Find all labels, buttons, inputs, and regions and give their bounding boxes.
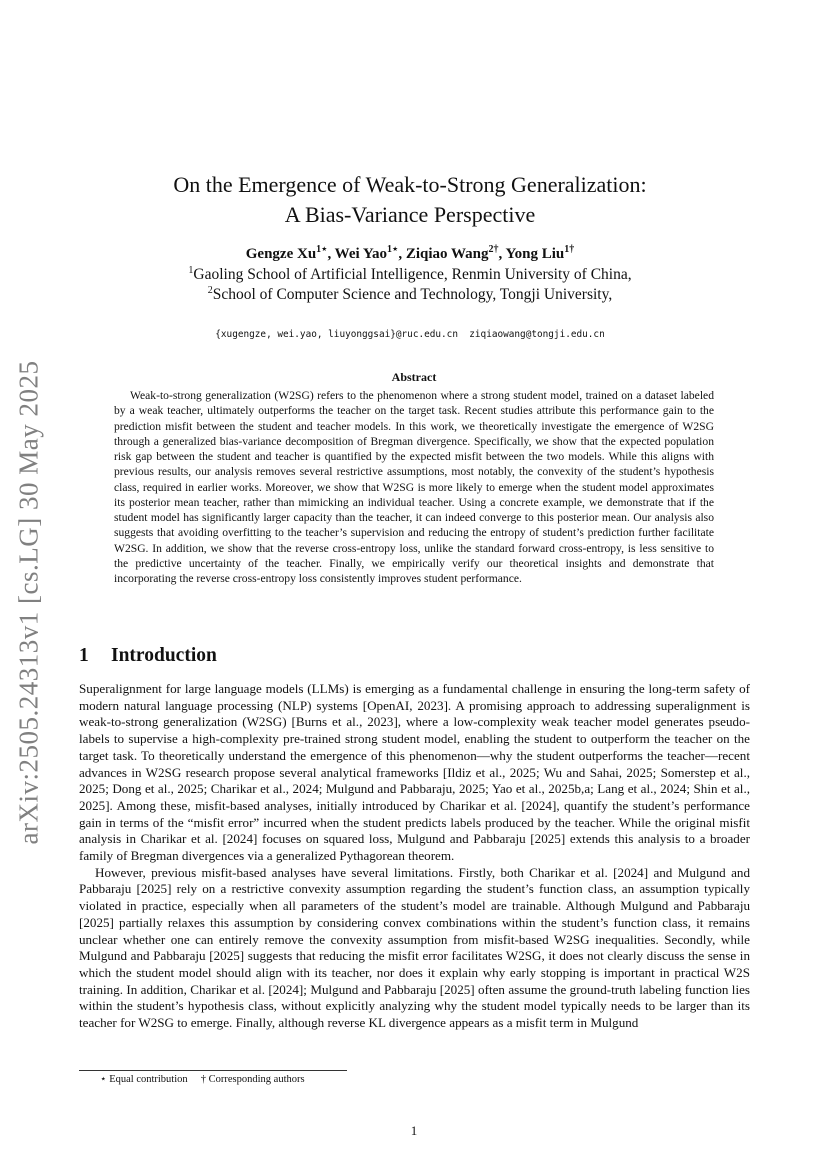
abstract-body [114, 388, 714, 586]
author-name: Wei Yao [334, 246, 388, 262]
affiliation-2 [90, 285, 730, 304]
body-paragraph: Superalignment for large language models (LLMs) is emerging as a fundamental challenge in ensuring the long-term safety of modern natural language processing (NLP) systems [OpenAI, 2023]. A promising approach to addressing superalignment is weak-to-strong generalization (W2SG) [Burns et al., 2023], where a low-complexity weak teacher model generates pseudo-labels to supervise a high-complexity pre-trained strong student model, enabling the student to outperform the teacher on the target task. To theoretically understand the emergence of this phenomenon—why the student outperforms the teacher—recent advances in W2SG research propose several analytical frameworks [Ildiz et al., 2025; Wu and Sahai, 2025; Somerstep et al., 2025; Dong et al., 2025; Charikar et al., 2024; Mulgund and Pabbaraju, 2025; Yao et al., 2025b,a; Lang et al., 2024; Shin et al., 2025]. Among these, misfit-based analyses, initially introduced by Charikar et al. [2024], quantify the student’s performance gain in terms of the “misfit error” incurred when the student predicts labels produced by the teacher. While the original misfit analysis in Charikar et al. [2024] focuses on squared loss, Mulgund and Pabbaraju [2025] extends this analysis to a broader family of Bregman divergences via a generalized Pythagorean theorem. [79, 681, 750, 864]
section-number: 1 [79, 645, 89, 666]
author-name: Gengze Xu [245, 246, 317, 262]
author-list: Gengze $Xu^{1⋆}$, Wei Yao$^{1⋆}$, Ziqiao Wang$^{2\dagger}$, Yong Liu$^{1\dagger}$ [245, 244, 575, 262]
author-name: Yong Liu [505, 246, 565, 262]
footnote-rule [79, 1070, 347, 1071]
author-emails: {xugengze, wei.yao, liuyonggsai}@ruc.edu.cn ziqiaowang@tongji.edu.cn [215, 329, 605, 340]
author-mark: 1⋆ [316, 244, 328, 255]
affiliation-mark: 2 [207, 285, 213, 296]
footnote: ⋆ Equal contribution † Corresponding authors [100, 1074, 305, 1085]
author-name: Ziqiao Wang [405, 246, 489, 262]
body-paragraph: However, previous misfit-based analyses have several limitations. Firstly, both Charikar et al. [2024] and Mulgund and Pabbaraju [2025] rely on a restrictive convexity assumption regarding the student’s function class, an assumption typically violated in practice, especially when all parameters of the student’s model are trainable. Although Mulgund and Pabbaraju [2025] partially relaxes this assumption by considering convex combinations within the student’s function class, it remains unclear whether one can entirely remove the convexity assumption from misfit-based W2SG inequalities. Secondly, while Mulgund and Pabbaraju [2025] suggests that reducing the misfit error facilitates W2SG, it does not clearly discuss the sense in which the student model should align with its teacher, nor does it explain why early stopping is important in practical W2S training. In addition, Charikar et al. [2024]; Mulgund and Pabbaraju [2025] often assume the ground-truth labeling function lies within the student’s hypothesis class, without explicitly analyzing why the student model typically needs to be larger than its teacher for W2SG to emerge. Finally, although reverse KL divergence appears as a misfit term in Mulgund [79, 864, 750, 1031]
arxiv-identifier-stamp [12, 352, 46, 852]
affiliation-mark: 1 [188, 265, 194, 276]
section-body [79, 681, 750, 1032]
section-title: Introduction [111, 645, 217, 666]
author-mark: 1† [564, 244, 575, 255]
arxiv-identifier-text: arXiv:2505.24313v1 [cs.LG] 30 May 2025 [13, 360, 44, 844]
paper-title-line-1: On the Emergence of Weak-to-Strong Generalization: [173, 172, 647, 197]
affiliation-text: School of Computer Science and Technology, Tongji University, [212, 286, 613, 304]
section-heading [79, 645, 217, 667]
author-mark: 1⋆ [387, 244, 399, 255]
paper-title-line-2: A Bias-Variance Perspective [284, 202, 536, 227]
abstract-heading: Abstract [391, 370, 437, 384]
abstract-paragraph: Weak-to-strong generalization (W2SG) refers to the phenomenon where a strong student model, trained on a dataset labeled by a weak teacher, ultimately outperforms the teacher on the target task. Recent studies attribute this performance gain to the prediction misfit between the student and teacher models. In this work, we theoretically investigate the emergence of W2SG through a generalized bias-variance decomposition of Bregman divergence. Specifically, we show that the expected population risk gap between the student and teacher is quantified by the expected misfit between the two models. While this aligns with previous results, our analysis removes several restrictive assumptions, most notably, the convexity of the student’s hypothesis class, required in earlier works. Moreover, we show that W2SG is more likely to emerge when the student model approximates its posterior mean teacher, rather than mimicking an individual teacher. Using a concrete example, we demonstrate that if the student model has significantly larger capacity than the teacher, it can indeed converge to this posterior mean. Our analysis also suggests that avoiding overfitting to the teacher’s supervision and reducing the entropy of student’s prediction further facilitate W2SG. In addition, we show that the reverse cross-entropy loss, unlike the standard forward cross-entropy, is less sensitive to the predictive uncertainty of the teacher. Finally, we empirically verify our theoretical insights and demonstrate that incorporating the reverse cross-entropy loss consistently improves student performance. [114, 389, 714, 585]
page-number: 1 [410, 1123, 418, 1138]
author-mark: 2† [488, 244, 499, 255]
affiliation-1 [90, 265, 730, 284]
affiliation-text: Gaoling School of Artificial Intelligence, Renmin University of China, [193, 266, 632, 284]
